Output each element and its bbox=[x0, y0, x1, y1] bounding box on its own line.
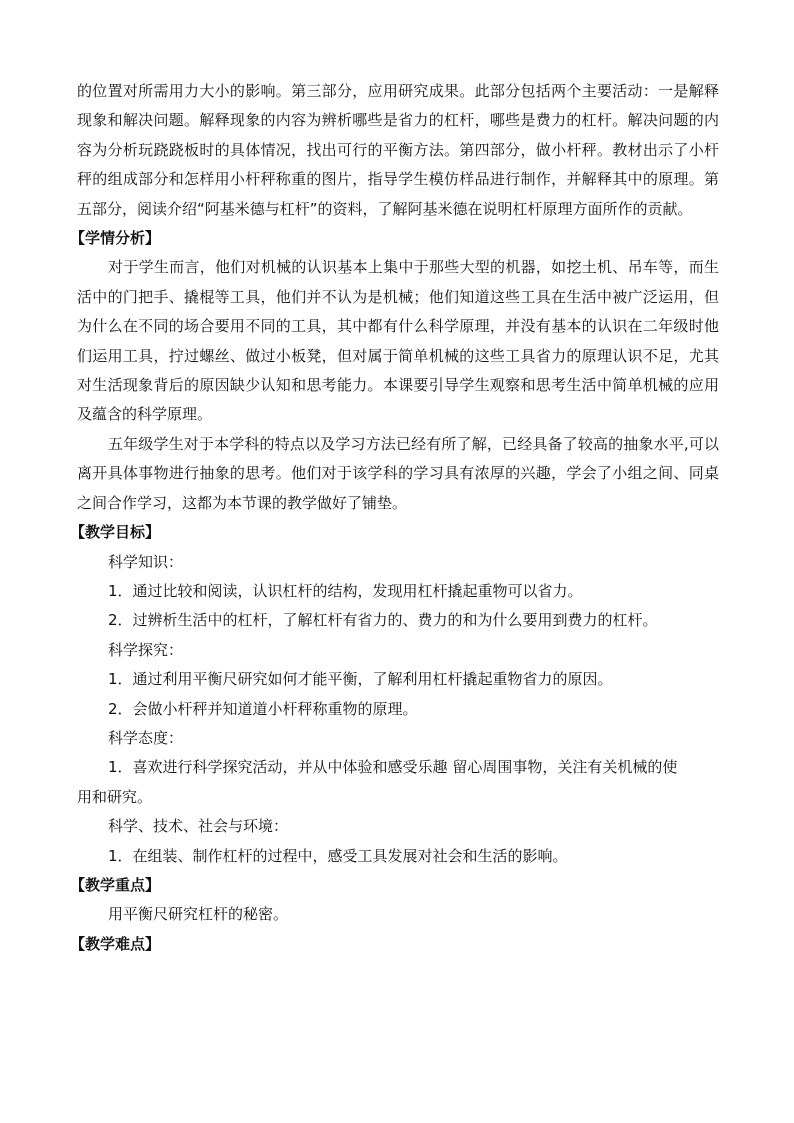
sts-item-1: 1．在组装、制作杠杆的过程中，感受工具发展对社会和生活的影响。 bbox=[108, 846, 568, 865]
inquiry-label: 科学探究： bbox=[108, 640, 184, 659]
knowledge-label: 科学知识： bbox=[108, 552, 184, 571]
learning-analysis-heading: 【学情分析】 bbox=[70, 229, 161, 248]
key-points-heading: 【教学重点】 bbox=[70, 875, 161, 894]
sts-label: 科学、技术、社会与环境： bbox=[108, 817, 289, 836]
document-page bbox=[70, 77, 719, 959]
attitude-item-line-2: 用和研究。 bbox=[77, 787, 153, 806]
knowledge-item-2: 2．过辨析生活中的杠杆，了解杠杆有省力的、费力的和为什么要用到费力的杠杆。 bbox=[108, 611, 658, 630]
learning-analysis-paragraph-2: 五年级学生对于本学科的特点以及学习方法已经有所了解，已经具备了较高的抽象水平,可以离开具体事物进行抽象的思考。他们对于该学科的学习具有浓厚的兴趣，学会了小组之间、同桌之间合作学习，这都为本节课的教学做好了铺垫。 bbox=[77, 434, 719, 512]
knowledge-item-1: 1．通过比较和阅读，认识杠杆的结构，发现用杠杆撬起重物可以省力。 bbox=[108, 581, 583, 600]
attitude-label: 科学态度： bbox=[108, 728, 184, 747]
key-points-text: 用平衡尺研究杠杆的秘密。 bbox=[108, 905, 289, 924]
inquiry-item-1: 1．通过利用平衡尺研究如何才能平衡，了解利用杠杆撬起重物省力的原因。 bbox=[108, 670, 613, 689]
difficulties-heading: 【教学难点】 bbox=[70, 934, 161, 953]
intro-paragraph: 的位置对所需用力大小的影响。第三部分，应用研究成果。此部分包括两个主要活动：一是解释现象和解决问题。解释现象的内容为辨析哪些是省力的杠杆，哪些是费力的杠杆。解决问题的内容为分析玩跷跷板时的具体情况，找出可行的平衡方法。第四部分，做小杆秤。教材出示了小杆秤的组成部分和怎样用小杆秤称重的图片，指导学生模仿样品进行制作，并解释其中的原理。第五部分，阅读介绍“阿基米德与杠杆”的资料，了解阿基米德在说明杠杆原理方面所作的贡献。 bbox=[77, 82, 719, 218]
inquiry-item-2: 2．会做小杆秤并知道道小杆秤称重物的原理。 bbox=[108, 699, 418, 718]
teaching-goals-heading: 【教学目标】 bbox=[70, 523, 161, 542]
attitude-item-line-1: 1．喜欢进行科学探究活动，并从中体验和感受乐趣 留心周围事物，关注有关机械的使 bbox=[108, 758, 678, 777]
learning-analysis-paragraph-1: 对于学生而言，他们对机械的认识基本上集中于那些大型的机器，如挖土机、吊车等，而生活中的门把手、撬棍等工具，他们并不认为是机械；他们知道这些工具在生活中被广泛运用，但为什么在不同的场合要用不同的工具，其中都有什么科学原理，并没有基本的认识在二年级时他们运用工具，拧过螺丝、做过小板凳，但对属于简单机械的这些工具省力的原理认识不足，尤其对生活现象背后的原因缺少认知和思考能力。本课要引导学生观察和思考生活中简单机械的应用及蕴含的科学原理。 bbox=[77, 258, 719, 424]
